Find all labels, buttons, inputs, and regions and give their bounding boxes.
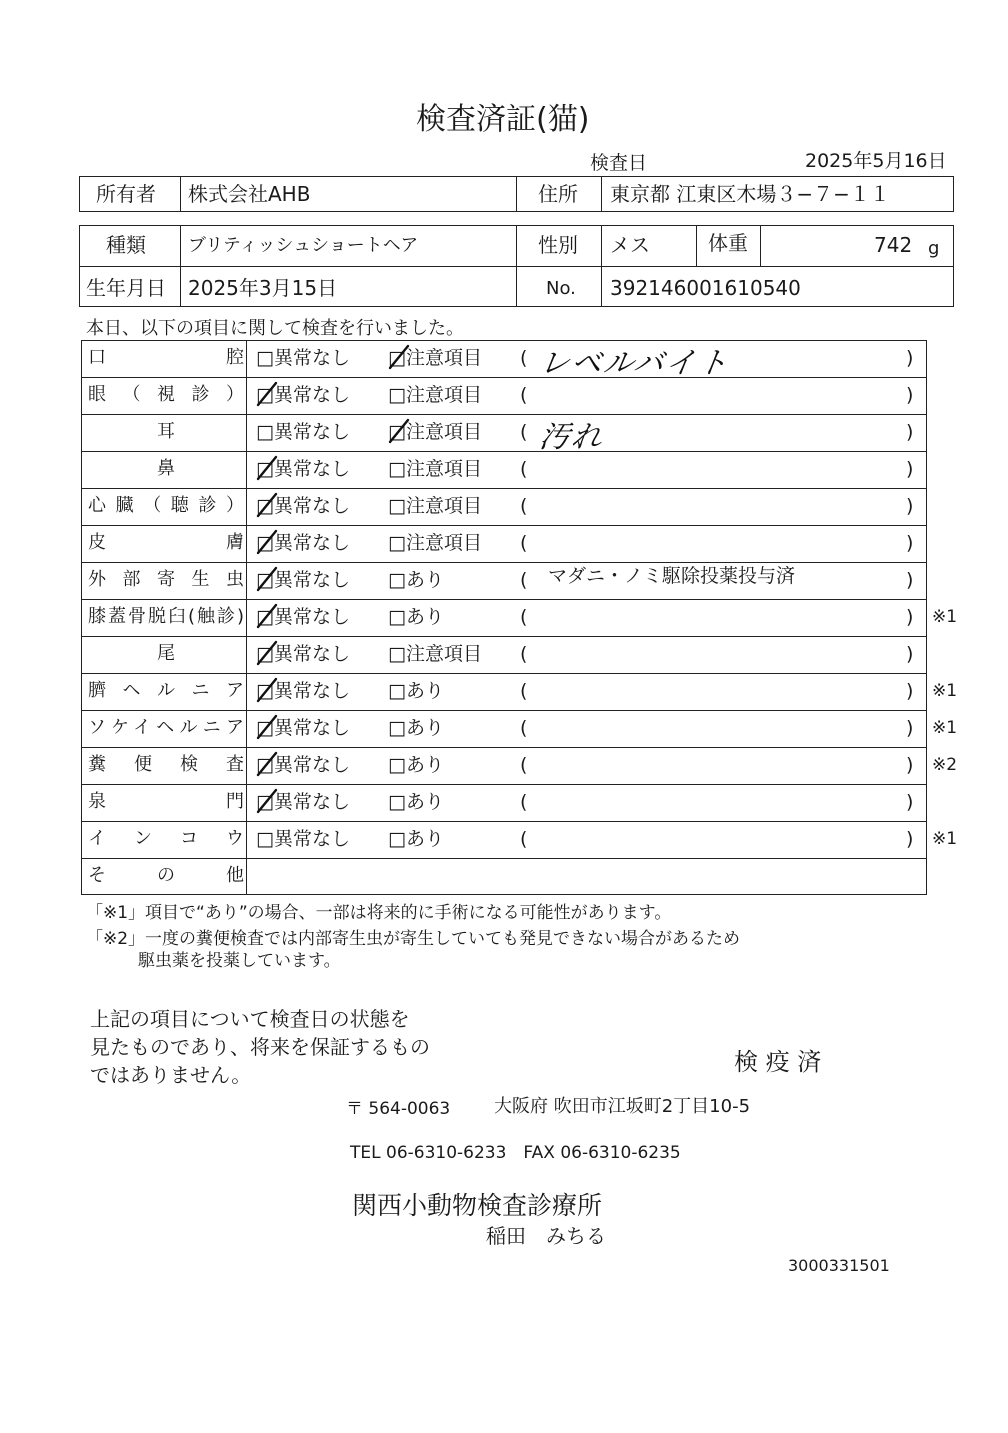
number-value: 392146001610540 [610,276,801,300]
normal-checkbox[interactable]: □異常なし [256,828,350,850]
paren-open: ( [520,347,528,369]
statement-3: ではありません。 [90,1063,252,1087]
sex-value: メス [610,233,650,257]
owner-value: 株式会社AHB [188,182,311,206]
item-name: インコウ [88,828,244,849]
paren-close: ) [906,458,914,480]
footnote-mark: ※1 [932,718,958,738]
exam-date-label: 検査日 [590,152,648,174]
clinic-name: 関西小動物検査診療所 [352,1191,603,1220]
owner-label: 所有者 [96,182,156,206]
attention-checkbox[interactable]: □あり [388,754,444,776]
footnote-2: 「※2」一度の糞便検査では内部寄生虫が寄生していても発見できない場合があるため [86,929,741,949]
normal-checkbox[interactable]: □異常なし [256,680,350,702]
item-name: 膝蓋骨脱臼(触診) [88,606,244,627]
normal-checkbox[interactable]: □異常なし [256,606,350,628]
footnote-2-cont: 駆虫薬を投薬しています。 [138,951,341,971]
paren-open: ( [520,717,528,739]
address-label: 住所 [538,182,578,206]
normal-checkbox[interactable]: □異常なし [256,347,350,369]
item-name: ソケイヘルニア [88,717,244,738]
paren-close: ) [906,791,914,813]
document-number: 3000331501 [788,1256,890,1275]
normal-checkbox[interactable]: □異常なし [256,532,350,554]
quarantine-stamp: 検 疫 済 [734,1048,822,1076]
footnote-mark: ※1 [932,681,958,701]
paren-open: ( [520,606,528,628]
attention-checkbox[interactable]: □注意項目 [388,421,482,443]
paren-close: ) [906,495,914,517]
footnote-mark: ※1 [932,829,958,849]
other-label: そ の 他 [88,865,244,886]
attention-checkbox[interactable]: □あり [388,680,444,702]
normal-checkbox[interactable]: □異常なし [256,495,350,517]
paren-close: ) [906,754,914,776]
statement-1: 上記の項目について検査日の状態を [90,1007,410,1031]
normal-checkbox[interactable]: □異常なし [256,421,350,443]
paren-open: ( [520,828,528,850]
paren-open: ( [520,495,528,517]
item-name: 外部寄生虫 [88,569,244,590]
statement-2: 見たものであり、将来を保証するもの [90,1035,430,1059]
item-name: 皮 膚 [88,532,244,553]
item-name: 心臓（聴診） [88,495,244,516]
normal-checkbox[interactable]: □異常なし [256,791,350,813]
paren-close: ) [906,680,914,702]
paren-open: ( [520,791,528,813]
paren-close: ) [906,569,914,591]
footnote-mark: ※2 [932,755,958,775]
breed-value: ブリティッシュショートヘア [188,235,419,256]
paren-close: ) [906,643,914,665]
paren-open: ( [520,754,528,776]
paren-open: ( [520,569,528,591]
attention-checkbox[interactable]: □注意項目 [388,458,482,480]
sex-label: 性別 [538,233,578,257]
paren-close: ) [906,606,914,628]
paren-close: ) [906,717,914,739]
handwritten-note: 汚れ [537,420,606,455]
normal-checkbox[interactable]: □異常なし [256,458,350,480]
normal-checkbox[interactable]: □異常なし [256,384,350,406]
handwritten-note: レベルバイト [537,346,732,381]
paren-close: ) [906,828,914,850]
attention-checkbox[interactable]: □あり [388,606,444,628]
attention-checkbox[interactable]: □あり [388,791,444,813]
weight-unit: g [928,238,940,259]
breed-label: 種類 [106,233,146,257]
item-note: マダニ・ノミ駆除投薬投与済 [548,565,796,587]
intro-text: 本日、以下の項目に関して検査を行いました。 [86,318,464,339]
paren-open: ( [520,421,528,443]
paren-open: ( [520,680,528,702]
paren-open: ( [520,458,528,480]
normal-checkbox[interactable]: □異常なし [256,717,350,739]
postal-code: 〒 564-0063 [346,1099,451,1119]
normal-checkbox[interactable]: □異常なし [256,569,350,591]
attention-checkbox[interactable]: □あり [388,717,444,739]
item-name: 眼（視診） [88,384,244,405]
birth-value: 2025年3月15日 [188,276,338,300]
paren-close: ) [906,421,914,443]
item-name: 臍ヘルニア [88,680,244,701]
paren-close: ) [906,384,914,406]
number-label: No. [546,278,576,299]
paren-close: ) [906,347,914,369]
footnote-mark: ※1 [932,607,958,627]
item-name: 泉 門 [88,791,244,812]
paren-close: ) [906,532,914,554]
attention-checkbox[interactable]: □注意項目 [388,643,482,665]
attention-checkbox[interactable]: □注意項目 [388,532,482,554]
item-name: 糞便検査 [88,754,244,775]
weight-value: 742 [874,233,913,257]
normal-checkbox[interactable]: □異常なし [256,643,350,665]
attention-checkbox[interactable]: □注意項目 [388,347,482,369]
footnote-1: 「※1」項目で“あり”の場合、一部は将来的に手術になる可能性があります。 [86,903,672,923]
paren-open: ( [520,532,528,554]
item-name: 尾 [157,643,175,664]
item-name: 鼻 [157,458,175,479]
phone-fax: TEL 06-6310-6233 FAX 06-6310-6235 [350,1143,681,1163]
weight-label: 体重 [708,231,748,255]
paren-open: ( [520,384,528,406]
page-title: 検査済証(猫) [416,102,590,137]
attention-checkbox[interactable]: □あり [388,569,444,591]
address-value: 東京都 江東区木場３−７−１１ [610,182,890,206]
paren-open: ( [520,643,528,665]
item-name: 耳 [157,421,175,442]
exam-date: 2025年5月16日 [805,150,947,172]
item-name: 口 腔 [88,347,244,368]
birth-label: 生年月日 [86,276,166,300]
normal-checkbox[interactable]: □異常なし [256,754,350,776]
attention-checkbox[interactable]: □注意項目 [388,495,482,517]
clinic-address: 大阪府 吹田市江坂町2丁目10-5 [494,1096,751,1117]
attention-checkbox[interactable]: □注意項目 [388,384,482,406]
attention-checkbox[interactable]: □あり [388,828,444,850]
person-name: 稲田 みちる [486,1224,606,1248]
